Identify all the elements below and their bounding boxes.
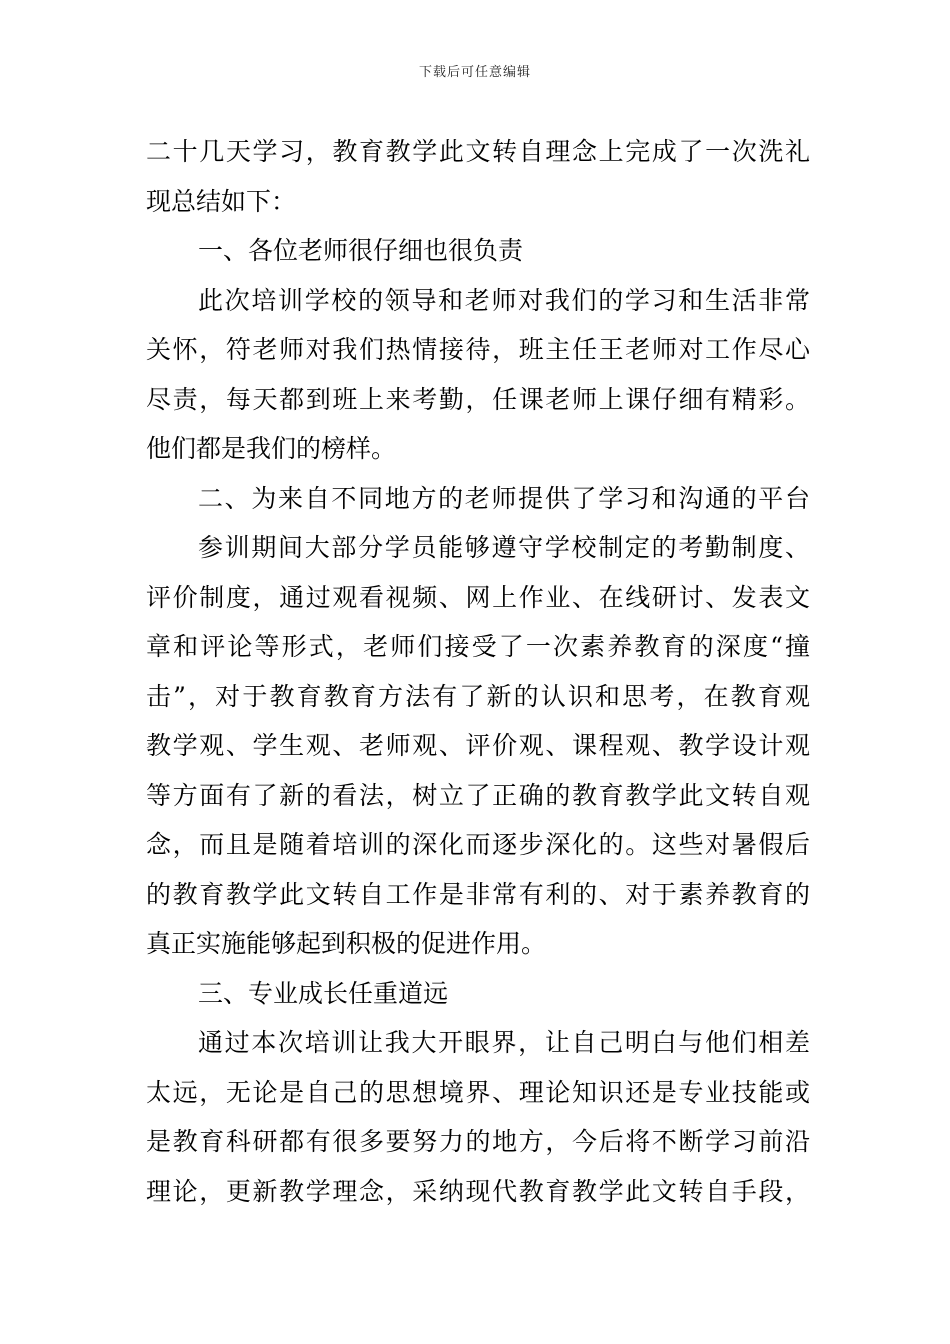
paragraph-line: 他们都是我们的榜样。 — [146, 434, 397, 463]
paragraph-line: 现总结如下： — [146, 186, 297, 216]
page-header: 下载后可任意编辑 — [418, 65, 531, 80]
paragraph-line: 此次培训学校的领导和老师对我们的学习和生活非常 — [198, 285, 810, 315]
paragraph-line: 评价制度，通过观看视频、网上作业、在线研讨、发表文 — [146, 582, 810, 612]
paragraph-line: 理论，更新教学理念，采纳现代教育教学此文转自手段， — [146, 1176, 810, 1206]
paragraph-line: 通过本次培训让我大开眼界，让自己明白与他们相差 — [198, 1028, 810, 1057]
paragraph-line: 击”，对于教育教育方法有了新的认识和思考，在教育观 — [146, 681, 810, 711]
paragraph-line: 二十几天学习，教育教学此文转自理念上完成了一次洗礼 — [146, 137, 810, 166]
paragraph-line: 关怀，符老师对我们热情接待，班主任王老师对工作尽心 — [146, 335, 810, 364]
paragraph-line: 参训期间大部分学员能够遵守学校制定的考勤制度、 — [198, 533, 810, 562]
paragraph-line: 念，而且是随着培训的深化而逐步深化的。这些对暑假后 — [146, 830, 810, 859]
paragraph-line: 等方面有了新的看法，树立了正确的教育教学此文转自观 — [146, 780, 810, 810]
paragraph-line: 二、为来自不同地方的老师提供了学习和沟通的平台 — [198, 483, 810, 513]
paragraph-line: 一、各位老师很仔细也很负责 — [198, 236, 524, 265]
paragraph-line: 章和评论等形式，老师们接受了一次素养教育的深度“撞 — [146, 632, 810, 661]
paragraph-line: 太远，无论是自己的思想境界、理论知识还是专业技能或 — [146, 1077, 810, 1107]
paragraph-line: 尽责，每天都到班上来考勤，任课老师上课仔细有精彩。 — [146, 384, 810, 414]
paragraph-line: 教学观、学生观、老师观、评价观、课程观、教学设计观 — [146, 731, 810, 760]
paragraph-line: 三、专业成长任重道远 — [198, 978, 449, 1008]
paragraph-line: 的教育教学此文转自工作是非常有利的、对于素养教育的 — [146, 879, 810, 909]
paragraph-line: 真正实施能够起到积极的促进作用。 — [146, 929, 547, 958]
document-body — [146, 127, 810, 1216]
paragraph-line: 是教育科研都有很多要努力的地方，今后将不断学习前沿 — [146, 1127, 810, 1156]
